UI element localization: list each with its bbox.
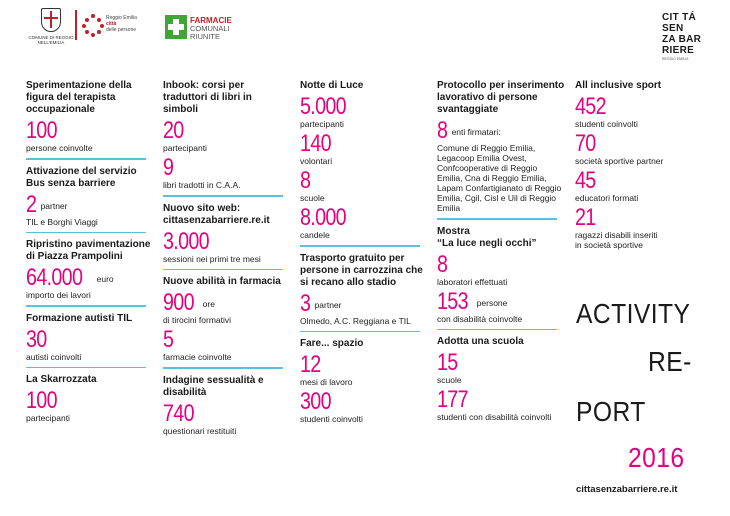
section-title: Nuove abilità in farmacia	[163, 276, 281, 287]
stat-label: ragazzi disabili inseriti	[575, 230, 658, 240]
stat-label: volontari	[300, 156, 333, 166]
stat	[26, 266, 152, 300]
stat-number: 45	[575, 167, 596, 194]
stat-unit: euro	[96, 274, 114, 284]
section-title: Sperimentazione della figura del terapista occupazionale	[26, 80, 132, 115]
stat	[437, 119, 565, 213]
stat-number: 177	[437, 386, 468, 413]
section-title: Attivazione del servizio Bus senza barriere	[26, 165, 137, 189]
section-title: Inbook: corsi per traduttori di libri in simboli	[163, 80, 252, 115]
stat-number: 2	[26, 190, 37, 218]
stat-label: candele	[300, 230, 330, 240]
stat-label: partecipanti	[26, 413, 70, 423]
stat-number: 21	[575, 204, 596, 231]
stat	[575, 132, 705, 166]
stat-number: 140	[300, 130, 331, 157]
stat-number: 300	[300, 388, 331, 415]
comune-logo-text: COMUNE DI REGGIO NELL'EMILIA	[28, 35, 74, 45]
stat-label: TIL e Borghi Viaggi	[26, 216, 98, 227]
farmacie-logo	[165, 15, 255, 45]
section-title: Notte di Luce	[300, 80, 364, 91]
stat	[163, 156, 283, 190]
stat	[26, 325, 152, 362]
divider	[26, 232, 146, 234]
csb-line-3: ZA BAR	[662, 34, 702, 45]
reggio-line-1: Reggio Emilia	[106, 15, 137, 21]
stat-number: 740	[163, 399, 194, 427]
stat-label: farmacie coinvolte	[163, 352, 232, 362]
section-title	[437, 226, 565, 250]
column-2	[163, 80, 283, 439]
report-title-line-1: ACTIVITY	[576, 298, 691, 329]
stat-label: scuole	[437, 375, 462, 385]
stat	[300, 95, 425, 129]
stat-label: sessioni nei primi tre mesi	[163, 253, 261, 264]
reggio-emilia-text	[106, 15, 137, 33]
stat	[437, 250, 565, 287]
stat	[437, 287, 565, 324]
stat	[300, 169, 425, 203]
section-title-line: “La luce negli occhi”	[437, 237, 537, 249]
section-title-line: Mostra	[437, 225, 470, 237]
farmacie-line-3: RIUNITE	[190, 32, 220, 41]
stat-number: 900	[163, 289, 194, 316]
stat-label: in società sportive	[575, 240, 644, 250]
stat-number: 8	[437, 250, 448, 278]
reggio-line-2: città	[106, 21, 117, 27]
stat-label: questionari restituiti	[163, 425, 237, 436]
report-year: 2016	[628, 442, 685, 473]
stat-label: scuole	[300, 193, 325, 203]
section-title: Fare... spazio	[300, 338, 364, 349]
stat	[300, 353, 425, 387]
divider	[300, 331, 420, 333]
divider	[300, 245, 420, 247]
section-title: Indagine sessualità e disabilità	[163, 374, 264, 398]
citta-senza-barriere-logo	[662, 12, 722, 61]
stat-label: studenti coinvolti	[300, 414, 363, 424]
stat-unit: partner	[314, 299, 342, 310]
pharmacy-cross-icon	[165, 15, 187, 39]
stat	[163, 119, 283, 153]
report-title-line-3: PORT	[576, 396, 646, 427]
section-title: Ripristino pavimentazione di Piazza Prampolini	[26, 239, 151, 262]
column-1	[26, 80, 152, 426]
divider	[437, 218, 557, 220]
stat	[163, 328, 283, 362]
reggio-dots-icon	[82, 14, 104, 36]
stat-number: 5.000	[300, 93, 346, 120]
stat	[163, 291, 283, 325]
stat-number: 30	[26, 325, 47, 353]
reggio-emilia-logo	[82, 14, 146, 42]
section-title-line: Nuovo sito web:	[163, 202, 241, 214]
stat-label: società sportive partner	[575, 156, 664, 166]
divider	[437, 329, 557, 331]
stat-number: 3.000	[163, 227, 209, 255]
column-5	[575, 80, 705, 253]
stat-unit: persone	[476, 297, 508, 308]
stat	[300, 206, 425, 240]
column-3	[300, 80, 425, 427]
stat-number: 153	[437, 287, 468, 315]
section-title: Trasporto gratuito per persone in carrozzina che si recano allo stadio	[300, 252, 423, 288]
csb-line-2: SEN	[662, 23, 684, 34]
crest-icon	[41, 8, 61, 32]
stat-label: con disabilità coinvolte	[437, 313, 523, 324]
stat-label: autisti coinvolti	[26, 351, 82, 362]
stat	[575, 169, 705, 203]
stat-label: persone coinvolte	[26, 143, 93, 153]
divider	[163, 195, 283, 197]
stat	[575, 95, 705, 129]
logo-divider	[75, 10, 77, 40]
stat-label: studenti con disabilità coinvolti	[437, 412, 552, 422]
stat-unit: partner	[40, 200, 68, 211]
stat	[163, 399, 283, 436]
stat-label: partecipanti	[300, 119, 344, 129]
stat-label: di tirocini formativi	[163, 315, 232, 325]
farmacie-text	[190, 17, 232, 41]
divider	[163, 269, 283, 271]
stat-number: 8	[437, 117, 448, 144]
stat	[300, 390, 425, 424]
stat-number: 64.000	[26, 264, 83, 291]
stat	[300, 289, 425, 326]
stat	[300, 132, 425, 166]
reggio-line-3: delle persone	[106, 27, 137, 33]
farmacie-line-2: COMUNALI	[190, 24, 230, 33]
stat-unit: ore	[202, 299, 215, 309]
stat	[437, 388, 565, 422]
website-link[interactable]: cittasenzabarriere.re.it	[163, 214, 270, 226]
stat-number: 8	[300, 167, 311, 194]
stat-number: 15	[437, 349, 458, 376]
stat-label: educatori formati	[575, 193, 639, 203]
stat-number: 12	[300, 351, 321, 378]
stat-number: 20	[163, 117, 184, 144]
farmacie-line-1: FARMACIE	[190, 16, 232, 25]
stat-label: studenti coinvolti	[575, 119, 638, 129]
stat	[26, 119, 152, 153]
stat-number: 3	[300, 289, 311, 317]
section-title: Formazione autisti TIL	[26, 312, 133, 324]
stat	[163, 227, 283, 264]
stat-number: 100	[26, 117, 57, 144]
stat-label: Comune di Reggio Emilia, Legacoop Emilia Ovest, Confcooperative di Reggio Emilia, Cna di Reggio Emilia, Lapam Confartigianato di Reggio Emilia, Cgil, Cisl e Uil di Reggio Emilia	[437, 143, 562, 213]
report-title-line-2: RE-	[648, 346, 692, 377]
section-title: Adotta una scuola	[437, 336, 524, 347]
stat-number: 452	[575, 93, 606, 120]
stat-label: Olmedo, A.C. Reggiana e TIL	[300, 315, 411, 326]
csb-subtitle: REGGIO EMILIA	[662, 57, 689, 61]
stat-label: mesi di lavoro	[300, 377, 353, 387]
stat-label: importo dei lavori	[26, 290, 91, 300]
header	[0, 0, 730, 72]
stat-label: libri tradotti in C.A.A.	[163, 180, 241, 190]
comune-logo	[26, 8, 76, 45]
stat-number: 8.000	[300, 204, 346, 231]
stat-label: partecipanti	[163, 143, 207, 153]
section-title	[163, 203, 283, 227]
section-title: All inclusive sport	[575, 80, 662, 91]
csb-line-1: CIT TÁ	[662, 12, 697, 23]
section-title: Protocollo per inserimento lavorativo di persone svantaggiate	[437, 80, 565, 115]
stat-number: 100	[26, 387, 57, 414]
stat	[575, 206, 705, 250]
stat-number: 5	[163, 326, 174, 353]
column-4	[437, 80, 565, 425]
divider	[26, 367, 146, 369]
footer-website-link[interactable]: cittasenzabarriere.re.it	[576, 484, 678, 495]
stat-unit: enti firmatari:	[451, 127, 501, 137]
stat-label: laboratori effettuati	[437, 276, 508, 287]
stat-number: 9	[163, 154, 174, 181]
stat	[26, 389, 152, 423]
divider	[26, 158, 146, 160]
section-title: La Skarrozzata	[26, 374, 97, 385]
stat-number: 70	[575, 130, 596, 157]
divider	[163, 367, 283, 369]
csb-line-4: RIERE	[662, 45, 695, 56]
stat	[437, 351, 565, 385]
divider	[26, 305, 146, 307]
stat	[26, 190, 152, 227]
